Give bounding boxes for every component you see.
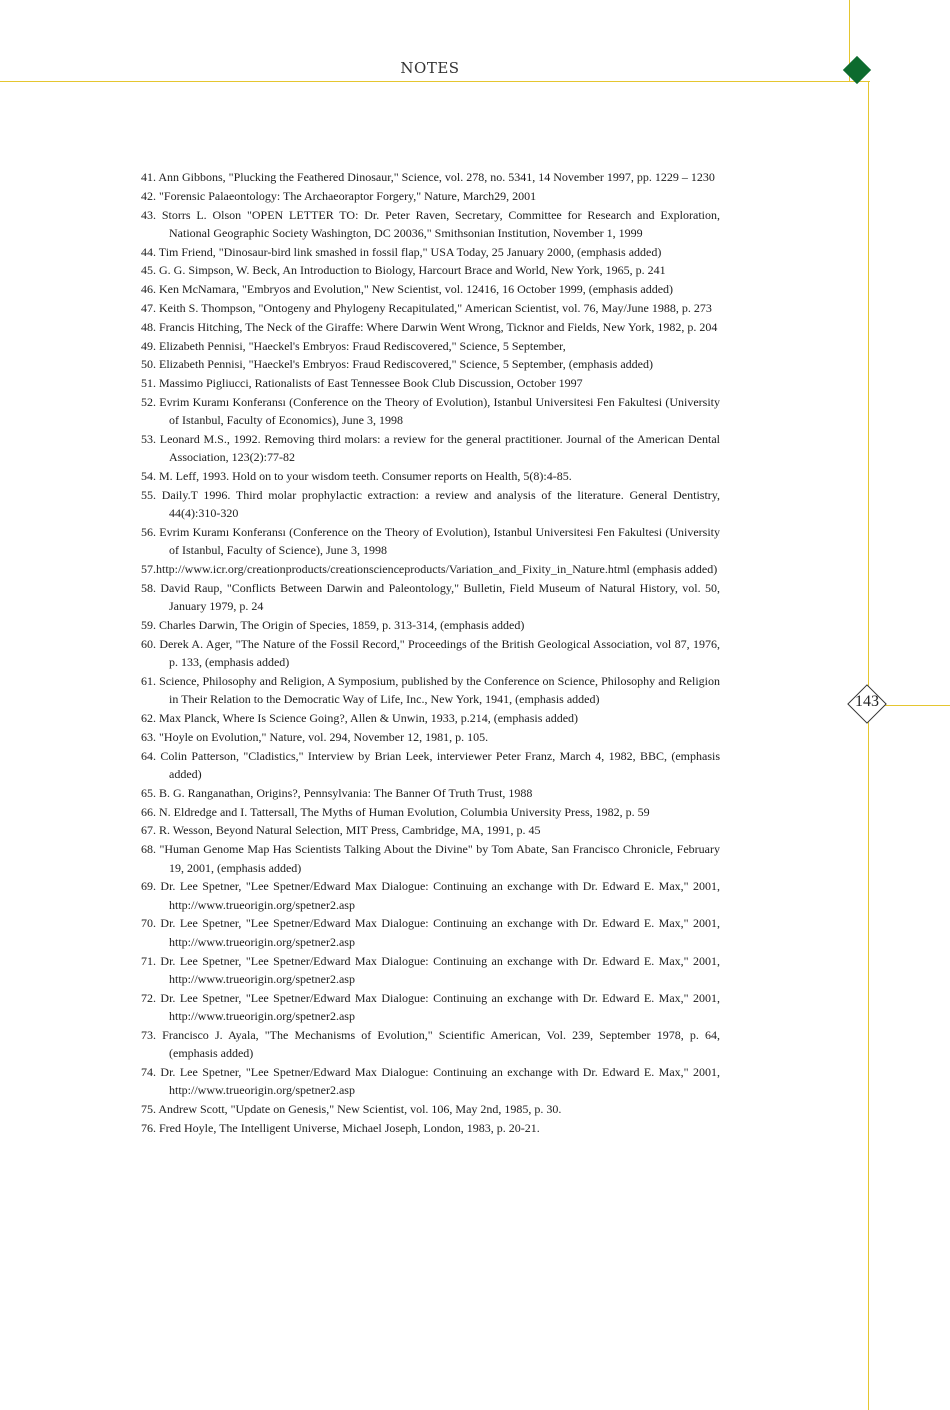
note-item: 41. Ann Gibbons, "Plucking the Feathered Dinosaur," Science, vol. 278, no. 5341, 14 November 1997, pp. 1229 – 1230 [141,170,715,184]
note-item: 53. Leonard M.S., 1992. Removing third molars: a review for the general practitioner. Journal of the American Dental Association, 123(2):77-82 [141,432,720,465]
note-item: 51. Massimo Pigliucci, Rationalists of East Tennessee Book Club Discussion, October 1997 [141,376,583,391]
note-item: 65. B. G. Ranganathan, Origins?, Pennsylvania: The Banner Of Truth Trust, 1988 [141,785,533,800]
note-item: 71. Dr. Lee Spetner, "Lee Spetner/Edward Max Dialogue: Continuing an exchange with Dr. Edward E. Max," 2001, http://www.trueorigin.org/spetner2.asp [141,953,720,986]
page-number: 143 [855,693,879,710]
note-item: 50. Elizabeth Pennisi, "Haeckel's Embryos: Fraud Rediscovered," Science, 5 September, (emphasis added) [141,357,654,372]
note-item: 70. Dr. Lee Spetner, "Lee Spetner/Edward Max Dialogue: Continuing an exchange with Dr. Edward E. Max," 2001, http://www.trueorigin.org/spetner2.asp [141,916,720,949]
note-item: 76. Fred Hoyle, The Intelligent Universe, Michael Joseph, London, 1983, p. 20-21. [141,1120,540,1135]
note-item: 52. Evrim Kuramı Konferansı (Conference on the Theory of Evolution), Istanbul Universitesi Fen Fakultesi (University of Istanbul, Faculty of Economics), June 3, 1998 [141,394,720,428]
note-item: 56. Evrim Kuramı Konferansı (Conference on the Theory of Evolution), Istanbul Universitesi Fen Fakultesi (University of Istanbul, Faculty of Science), June 3, 1998 [141,525,720,558]
note-item: 48. Francis Hitching, The Neck of the Giraffe: Where Darwin Went Wrong, Ticknor and Fields, New York, 1982, p. 204 [141,319,718,334]
note-item: 61. Science, Philosophy and Religion, A Symposium, published by the Conference on Science, Philosophy and Religion in Their Relation to the Democratic Way of Life, Inc., New York, 1941, (emphasis added) [141,674,720,707]
note-item: 72. Dr. Lee Spetner, "Lee Spetner/Edward Max Dialogue: Continuing an exchange with Dr. Edward E. Max," 2001, http://www.trueorigin.org/spetner2.asp [141,990,720,1024]
note-item: 45. G. G. Simpson, W. Beck, An Introduction to Biology, Harcourt Brace and World, New York, 1965, p. 241 [141,263,666,278]
note-item-url: 57.http://www.icr.org/creationproducts/creationscienceproducts/Variation_and_Fixity_in_Nature.html (emphasis added) [141,562,718,577]
note-item: 67. R. Wesson, Beyond Natural Selection, MIT Press, Cambridge, MA, 1991, p. 45 [141,823,541,838]
note-item: 44. Tim Friend, "Dinosaur-bird link smashed in fossil flap," USA Today, 25 January 2000, (emphasis added) [141,244,662,259]
note-item: 74. Dr. Lee Spetner, "Lee Spetner/Edward Max Dialogue: Continuing an exchange with Dr. Edward E. Max," 2001, http://www.trueorigin.org/spetner2.asp [141,1064,720,1098]
note-item: 43. Storrs L. Olson "OPEN LETTER TO: Dr. Peter Raven, Secretary, Committee for Research and Exploration, National Geographic Society Washington, DC 20036," Smithsonian Institution, November 1, 1999 [141,207,720,240]
note-item: 62. Max Planck, Where Is Science Going?, Allen & Unwin, 1933, p.214, (emphasis added) [141,711,579,726]
note-item: 46. Ken McNamara, "Embryos and Evolution," New Scientist, vol. 12416, 16 October 1999, (emphasis added) [141,282,674,297]
note-item: 64. Colin Patterson, "Cladistics," Interview by Brian Leek, interviewer Peter Franz, March 4, 1982, BBC, (emphasis added) [141,748,720,782]
notes-list [141,168,720,1138]
page-title: NOTES [400,59,460,77]
note-item: 60. Derek A. Ager, "The Nature of the Fossil Record," Proceedings of the British Geological Association, vol 87, 1976, p. 133, (emphasis added) [141,636,720,670]
margin-rule [868,81,869,1410]
note-item: 59. Charles Darwin, The Origin of Species, 1859, p. 313-314, (emphasis added) [141,618,525,633]
note-item: 47. Keith S. Thompson, "Ontogeny and Phylogeny Recapitulated," American Scientist, vol. 76, May/June 1988, p. 273 [141,301,712,316]
note-item: 75. Andrew Scott, "Update on Genesis," New Scientist, vol. 106, May 2nd, 1985, p. 30. [141,1102,562,1117]
header-rule [0,81,870,82]
note-item: 73. Francisco J. Ayala, "The Mechanisms of Evolution," Scientific American, Vol. 239, September 1978, p. 64, (emphasis added) [141,1027,720,1061]
note-item: 69. Dr. Lee Spetner, "Lee Spetner/Edward Max Dialogue: Continuing an exchange with Dr. Edward E. Max," 2001, http://www.trueorigin.org/spetner2.asp [141,879,720,912]
note-item: 42. "Forensic Palaeontology: The Archaeoraptor Forgery," Nature, March29, 2001 [141,188,537,203]
note-item: 54. M. Leff, 1993. Hold on to your wisdom teeth. Consumer reports on Health, 5(8):4-85. [141,469,572,484]
note-item: 58. David Raup, "Conflicts Between Darwin and Paleontology," Bulletin, Field Museum of Natural History, vol. 50, January 1979, p. 24 [141,581,720,614]
note-item: 68. "Human Genome Map Has Scientists Talking About the Divine" by Tom Abate, San Francisco Chronicle, February 19, 2001, (emphasis added) [141,842,720,875]
note-item: 55. Daily.T 1996. Third molar prophylactic extraction: a review and analysis of the literature. General Dentistry, 44(4):310-320 [141,487,720,521]
note-item: 63. "Hoyle on Evolution," Nature, vol. 294, November 12, 1981, p. 105. [141,729,489,744]
note-item: 66. N. Eldredge and I. Tattersall, The Myths of Human Evolution, Columbia University Press, 1982, p. 59 [141,804,650,819]
note-item: 49. Elizabeth Pennisi, "Haeckel's Embryos: Fraud Rediscovered," Science, 5 September, [141,338,566,353]
